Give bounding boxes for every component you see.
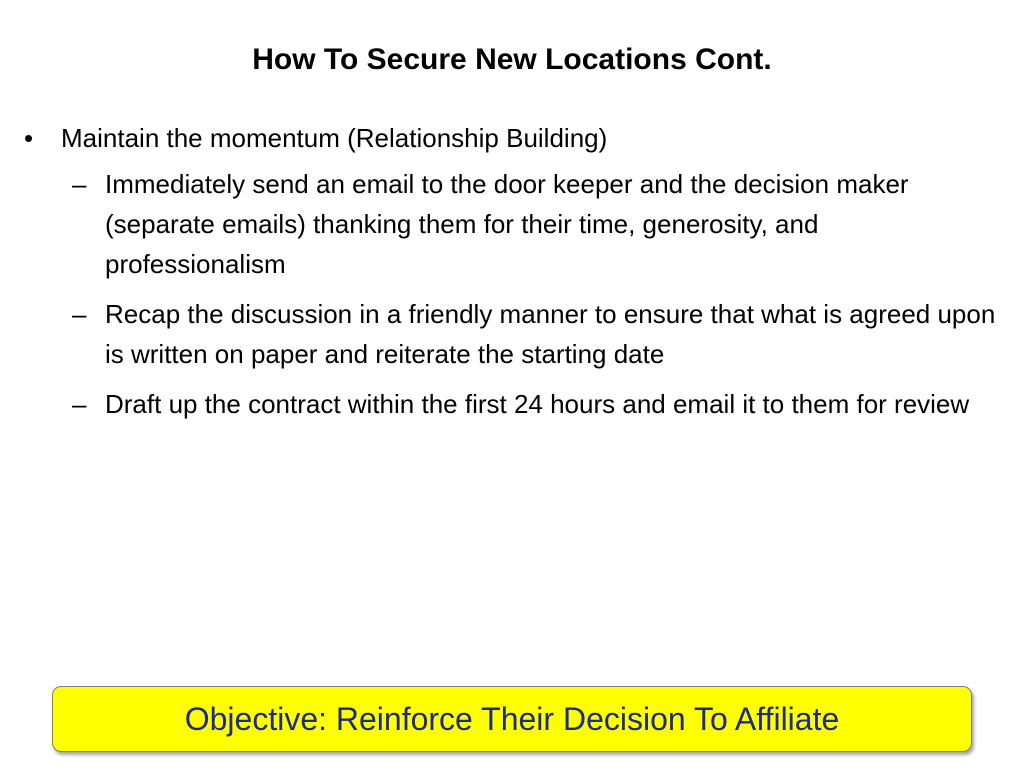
sub-bullet-item xyxy=(72,294,1004,374)
sub-bullet-item xyxy=(72,164,1004,284)
objective-callout xyxy=(52,686,972,752)
dash-icon: – xyxy=(72,299,87,329)
bullet-text: Maintain the momentum (Relationship Building) xyxy=(61,123,608,153)
dash-icon: – xyxy=(72,169,87,199)
sub-bullet-text: Recap the discussion in a friendly manner to ensure that what is agreed upon is written on paper and reiterate the starting date xyxy=(105,299,996,369)
slide-title: How To Secure New Locations Cont. xyxy=(252,43,772,76)
sub-bullet-text: Draft up the contract within the first 24 hours and email it to them for review xyxy=(105,389,970,419)
dash-icon: – xyxy=(72,389,87,419)
objective-text: Objective: Reinforce Their Decision To Affiliate xyxy=(184,701,840,737)
slide-content xyxy=(24,118,1004,434)
sub-bullet-text: Immediately send an email to the door keeper and the decision maker (separate emails) thanking them for their time, generosity, and professionalism xyxy=(105,169,909,279)
sub-bullet-item xyxy=(72,384,1004,424)
bullet-icon: • xyxy=(24,123,34,153)
bullet-item xyxy=(24,118,1004,158)
